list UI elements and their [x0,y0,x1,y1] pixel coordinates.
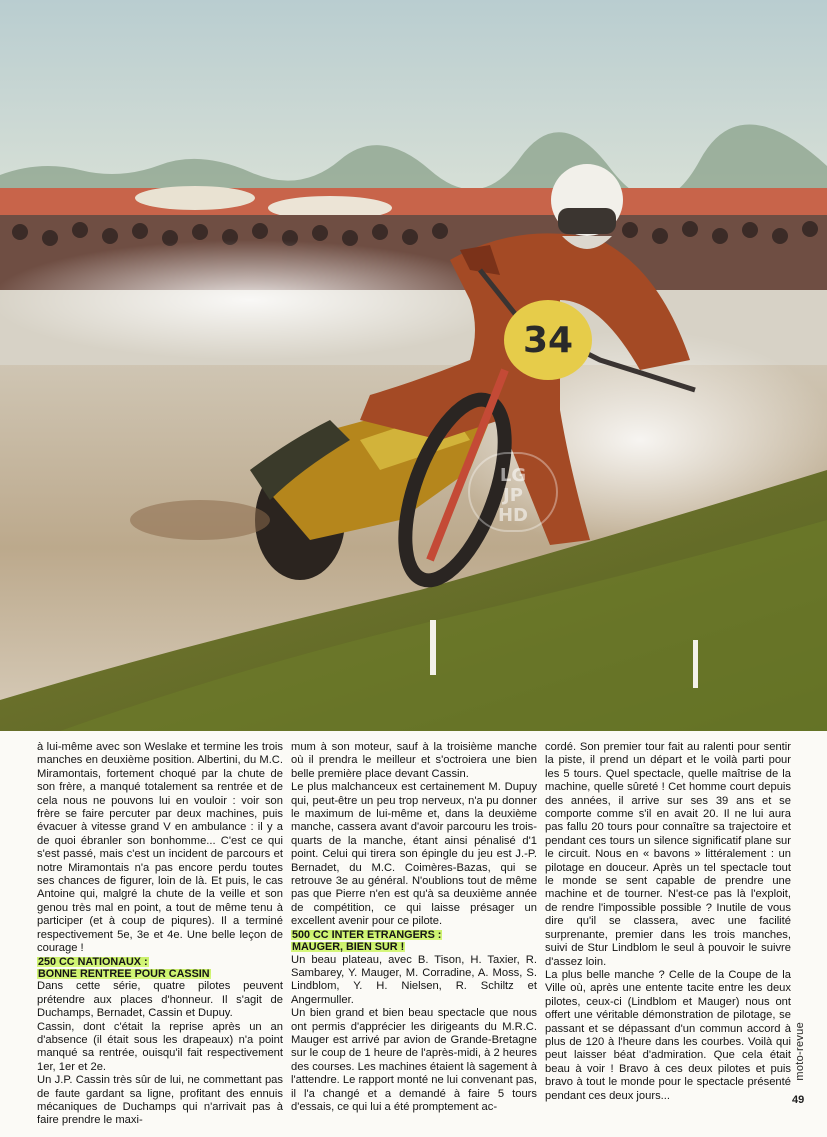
paragraph: mum à son moteur, sauf à la troisième manche où il prendra le meilleur et s'octroiera une bien belle première place devant Cassin. [291,741,537,780]
watermark-line-3: HD [497,505,528,526]
article-column-3 [545,741,791,1103]
section-heading: 250 CC NATIONAUX : [38,955,148,968]
page-number: 49 [792,1094,805,1106]
article-column-1 [37,741,283,1128]
magazine-name: moto-revue [794,1022,806,1081]
paragraph: Un bien grand et bien beau spectacle que nous ont permis d'apprécier les dirigeants du M.R.C. Mauger est arrivé par avion de Grande-Bretagne sur le coup de 1 heure de l'après-midi, à 2 heures des courses. Les machines étaient là sagement à l'attendre. Le rapport monté ne lui convenant pas, il l'a changé et a demandé à faire 5 tours d'essais, ce qui lui a été promptement ac- [291,1007,537,1113]
paragraph: Cassin, dont c'était la reprise après un an d'absence (il était sous les drapeaux) n'a point manqué sa rentrée, ouisqu'il fait respectivement 1er, 1er et 2e. [37,1020,283,1073]
watermark-logo [468,452,558,532]
paragraph: Dans cette série, quatre pilotes peuvent prétendre aux places d'honneur. Il s'agit de Duchamps, Bernadet, Cassin et Dupuy. [37,980,283,1020]
paragraph: Un beau plateau, avec B. Tison, H. Taxier, R. Sambarey, Y. Mauger, M. Corradine, A. Moss, S. Lindblom, Y. H. Nielsen, R. Schiltz et Angermuller. [291,953,537,1006]
section-heading: MAUGER, BIEN SUR ! [292,941,405,954]
paragraph: La plus belle manche ? Celle de la Coupe de la Ville où, après une entente tacite entre les deux pilotes, ceux-ci (Lindblom et Mauger) nous ont offert une véritable démonstration de pilotage, se passant et se dépassant d'un commun accord à plus de 120 à l'heure dans les courbes. Voilà qui peut laisser béat d'admiration. Que cela était beau à voir ! Bravo à ces deux pilotes et puis bravo à tout le monde pour le spectacle présenté pendant ces deux jours... [545,968,791,1102]
race-number: 34 [522,320,574,361]
paragraph: Un J.P. Cassin très sûr de lui, ne commettant pas de faute gardant sa ligne, profitant des ennuis mécaniques de Duchamps qui n'arrivait pas à faire prendre le maxi- [37,1074,283,1127]
section-heading: 500 CC INTER ETRANGERS : [292,928,442,941]
watermark-line-2: JP [503,485,523,506]
section-heading: BONNE RENTREE POUR CASSIN [38,967,210,980]
paragraph: à lui-même avec son Weslake et termine les trois manches en deuxième position. Albertini, du M.C. Miramontais, fortement choqué par la chute de son frère, a manqué totalement sa rentrée et de cela nous ne pouvons lui en vouloir : voir son frère se faire percuter par deux machines, puis évacuer à vitesse grand V en ambulance : il y a de quoi ébranler son bonhomme... C'est ce qui s'est passé, mais c'est un incident de parcours et notre Miramontais n'a pas encore perdu toutes ses chances de figurer, loin de là. Et puis, le cas Antoine qui, malgré la chute de la veille et son genou très mal en point, a tout de même tenu à participer (et à coup de piqures). Il a terminé respectivement 5e, 3e et 4e. Une belle leçon de courage ! [37,741,283,955]
paragraph: cordé. Son premier tour fait au ralenti pour sentir la piste, il prend un départ et le voilà parti pour les 5 tours. Quel spectacle, quelle maîtrise de la machine, quelle sûreté ! Cet homme court depuis des années, il arrive sur ses 39 ans et se comporte comme s'il en avait 20. Il ne lui aura pas fallu 20 tours pour connaître sa trajectoire et pendant ces tours un silence significatif plane sur le circuit. Nous en « bavons » littéralement : un pilotage en douceur. Après un tel spectacle tout le monde se sent capable de prendre une machine et de tourner. N'est-ce pas là l'exploit, de rendre l'impossible possible ? Inutile de vous dire qu'il se classera, avec une facilité surprenante, premier dans les trois manches, suivi de Stur Lindblom le seul à pouvoir le suivre d'assez loin. [545,741,791,968]
paragraph: Le plus malchanceux est certainement M. Dupuy qui, peut-être un peu trop nerveux, n'a pu donner le maximum de lui-même et, dans la deuxième manche, cassera avant d'avoir parcouru les trois-quarts de la manche, étant ainsi pénalisé d'1 point. Celui qui tirera son épingle du jeu est J.-P. Bernadet, du M.C. Coimères-Bazas, qui se retrouve 3e au général. N'oublions tout de même pas que Pierre n'en est qu'à sa deuxième année de compétition, ce qui laisse présager un excellent avenir pour ce pilote. [291,781,537,928]
watermark-line-1: LG [499,465,527,486]
article-column-2 [291,741,537,1114]
